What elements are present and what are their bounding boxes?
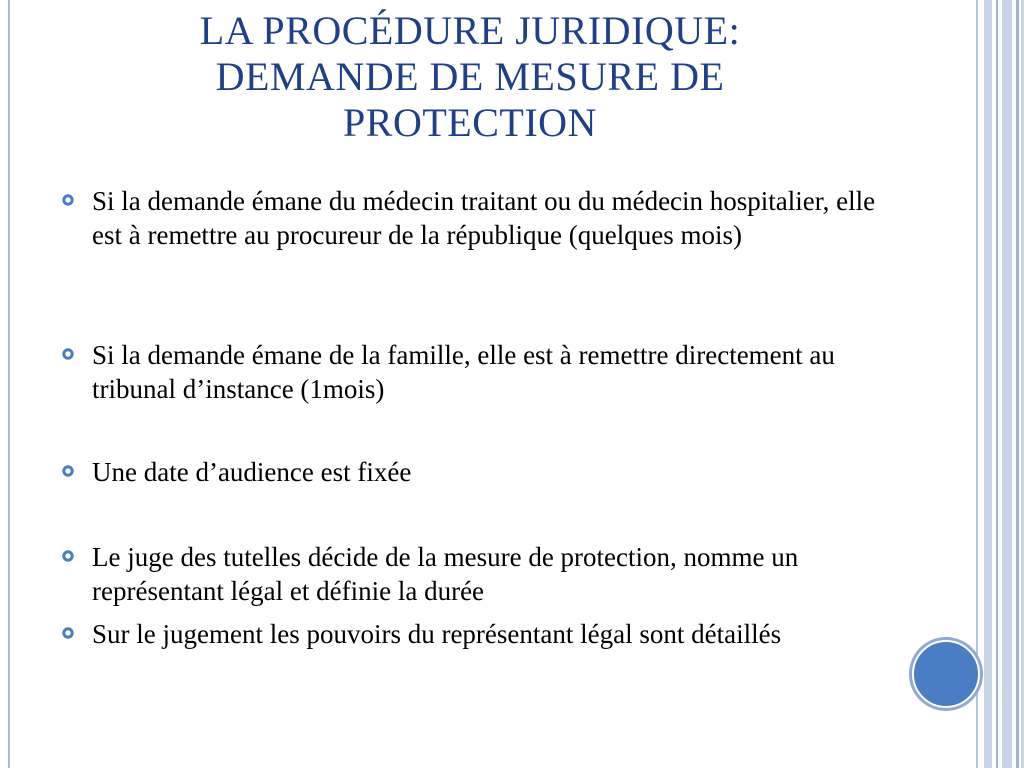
bullet-text: Si la demande émane de la famille, elle est à remettre directement au tribunal d’instance (1mois): [92, 340, 835, 404]
stripe: [1016, 0, 1019, 768]
stripe: [1002, 0, 1012, 768]
ring-bullet-icon: [62, 465, 74, 477]
left-border-line: [8, 0, 10, 768]
right-decorative-stripes: [976, 0, 1024, 768]
stripe: [976, 0, 978, 768]
bullet-text: Sur le jugement les pouvoirs du représentant légal sont détaillés: [92, 619, 782, 649]
stripe: [996, 0, 998, 768]
bullet-text: Une date d’audience est fixée: [92, 457, 412, 487]
title-line: LA PROCÉDURE JURIDIQUE:: [199, 8, 741, 53]
title-line: PROTECTION: [343, 100, 597, 145]
bullet-item: [62, 540, 882, 608]
ring-bullet-icon: [62, 348, 74, 360]
bullet-text: Si la demande émane du médecin traitant ou du médecin hospitalier, elle est à remettre au procureur de la république (quelques mois): [92, 186, 876, 250]
ring-bullet-icon: [62, 627, 74, 639]
bullet-text: Le juge des tutelles décide de la mesure de protection, nomme un représentant légal et définie la durée: [92, 542, 799, 606]
title-line: DEMANDE DE MESURE DE: [215, 54, 725, 99]
bullet-item: [62, 617, 882, 651]
bullet-item: [62, 184, 882, 252]
decorative-circle: [912, 640, 980, 708]
ring-bullet-icon: [62, 194, 74, 206]
bullet-item: [62, 455, 882, 489]
slide-title: [100, 8, 840, 146]
ring-bullet-icon: [62, 550, 74, 562]
bullet-item: [62, 338, 882, 406]
stripe: [984, 0, 992, 768]
